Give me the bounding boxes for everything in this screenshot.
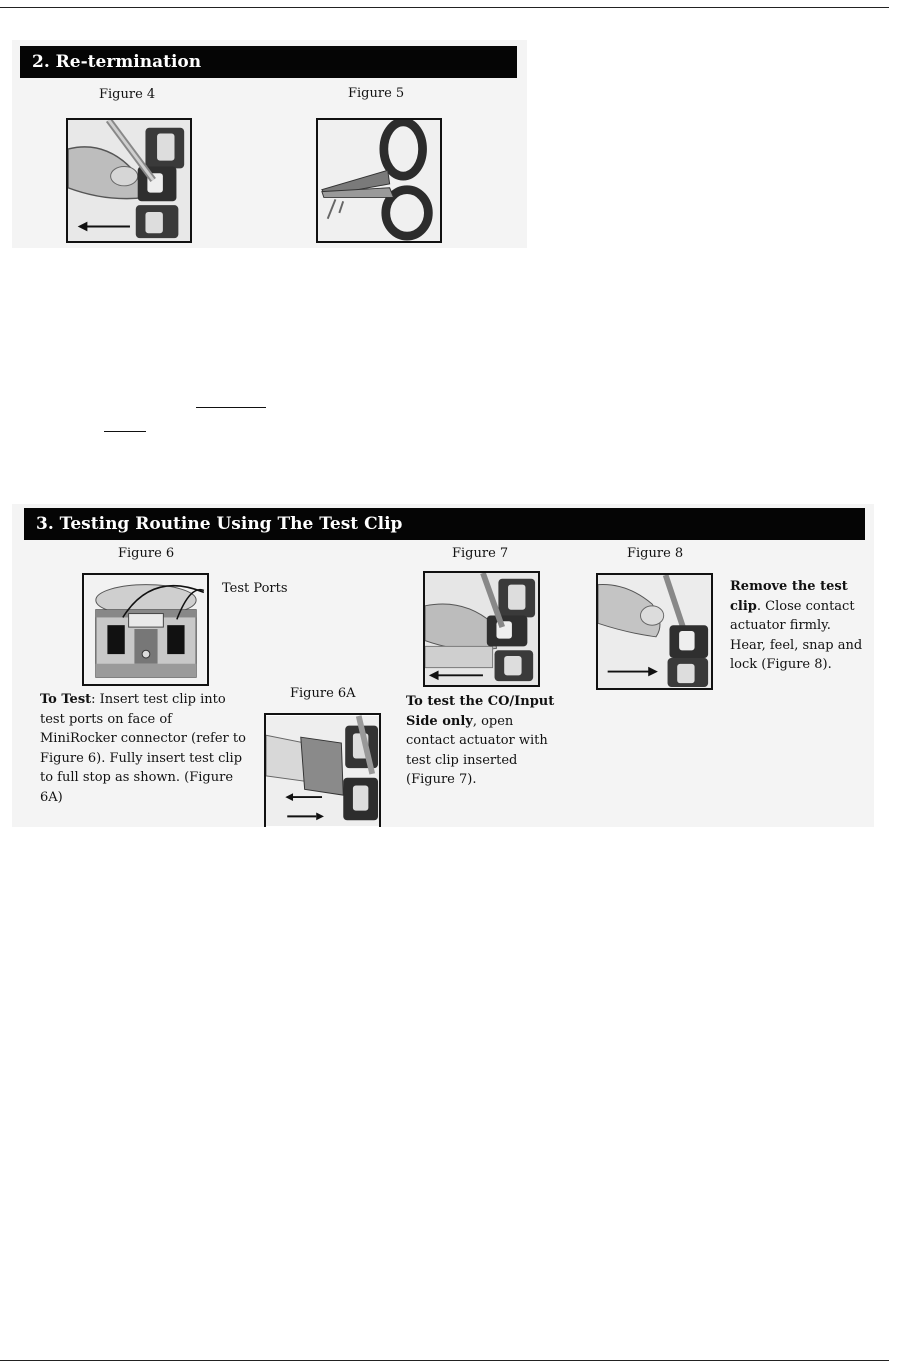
figure6a-image [264, 713, 381, 827]
figure6-image [82, 573, 209, 686]
top-rule [0, 7, 889, 8]
tool-insert-illustration [68, 120, 190, 241]
figure5-image [316, 118, 442, 243]
figure7-caption: Figure 7 [452, 546, 509, 561]
underline-mark-1 [196, 407, 266, 408]
test-instructions-lead: To Test [40, 692, 92, 707]
figure6-caption: Figure 6 [118, 546, 175, 561]
section3-title: 3. Testing Routine Using The Test Clip [24, 508, 865, 540]
figure7-image [423, 571, 540, 687]
figure8-image [596, 573, 713, 690]
co-input-instructions-body: , open contact actuator with test clip inserted (Figure 7). [406, 713, 548, 787]
figure6a-caption: Figure 6A [290, 686, 356, 701]
test-instructions-body: : Insert test clip into test ports on face of MiniRocker connector (refer to Figure 6). Fully insert test clip to full stop as shown. (Figure 6A) [40, 692, 246, 805]
remove-instructions [730, 577, 870, 675]
underline-mark-2 [104, 431, 146, 432]
section2-title: 2. Re-termination [20, 46, 517, 78]
test-instructions [40, 690, 246, 807]
connector-illustration [84, 575, 207, 684]
co-input-instructions-lead: To test the CO/Input Side only [406, 694, 555, 729]
co-input-instructions [406, 692, 556, 790]
bottom-rule [0, 1360, 889, 1361]
scissors-illustration [318, 120, 440, 241]
figure8-caption: Figure 8 [627, 546, 684, 561]
test-ports-label: Test Ports [222, 581, 288, 596]
remove-instructions-body: . Close contact actuator firmly. Hear, feel, snap and lock (Figure 8). [730, 598, 863, 672]
remove-instructions-lead: Remove the test clip [730, 579, 848, 614]
figure4-caption: Figure 4 [99, 87, 156, 102]
figure5-caption: Figure 5 [348, 86, 405, 101]
figure4-image [66, 118, 192, 243]
